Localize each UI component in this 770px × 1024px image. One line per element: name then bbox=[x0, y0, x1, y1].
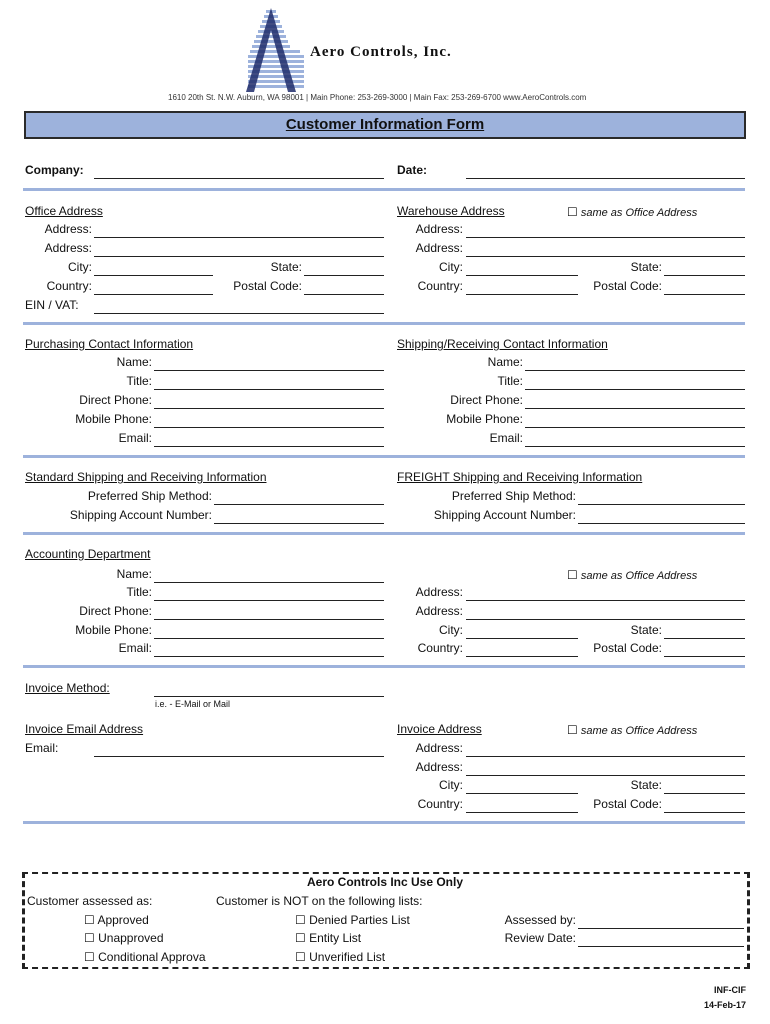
invoice-state-label: State: bbox=[630, 778, 662, 792]
company-name: Aero Controls, Inc. bbox=[310, 44, 452, 60]
office-address2-field[interactable] bbox=[94, 256, 384, 257]
warehouse-same-as-label: same as Office Address bbox=[580, 207, 698, 219]
invoice-email-heading: Invoice Email Address bbox=[25, 722, 144, 736]
not-on-lists-label: Customer is NOT on the following lists: bbox=[216, 894, 423, 908]
unapproved-label: Unapproved bbox=[98, 931, 164, 945]
accounting-same-as-checkbox[interactable] bbox=[567, 568, 697, 582]
invoice-postal-label: Postal Code: bbox=[593, 797, 662, 811]
section-divider bbox=[23, 821, 745, 824]
office-address-heading: Office Address bbox=[25, 204, 103, 218]
accounting-email-label: Email: bbox=[118, 641, 152, 655]
invoice-method-hint: i.e. - E-Mail or Mail bbox=[155, 699, 231, 709]
warehouse-address1-label: Address: bbox=[415, 222, 463, 236]
office-postal-label: Postal Code: bbox=[233, 279, 302, 293]
warehouse-address2-label: Address: bbox=[415, 241, 463, 255]
freight-shipping-heading: FREIGHT Shipping and Receiving Information bbox=[397, 470, 643, 484]
accounting-name-label: Name: bbox=[116, 567, 152, 581]
company-logo bbox=[246, 8, 306, 92]
invoice-state-field[interactable] bbox=[664, 793, 745, 794]
purchasing-mobile-field[interactable] bbox=[154, 427, 384, 428]
purchasing-title-label: Title: bbox=[126, 374, 152, 388]
shipping-mobile-label: Mobile Phone: bbox=[446, 412, 523, 426]
purchasing-email-label: Email: bbox=[118, 431, 152, 445]
review-date-field[interactable] bbox=[578, 946, 744, 947]
shipping-mobile-field[interactable] bbox=[525, 427, 745, 428]
checkbox-icon: ☐ bbox=[567, 723, 578, 737]
assessed-by-field[interactable] bbox=[578, 928, 744, 929]
unapproved-checkbox[interactable] bbox=[84, 931, 164, 945]
accounting-mobile-field[interactable] bbox=[154, 638, 384, 639]
accounting-address2-label: Address: bbox=[415, 604, 463, 618]
standard-ship-account-label: Shipping Account Number: bbox=[69, 508, 212, 522]
accounting-title-label: Title: bbox=[126, 585, 152, 599]
denied-parties-checkbox[interactable] bbox=[295, 913, 410, 927]
invoice-postal-field[interactable] bbox=[664, 812, 745, 813]
approved-checkbox[interactable] bbox=[84, 913, 149, 927]
accounting-address1-label: Address: bbox=[415, 585, 463, 599]
standard-shipping-heading: Standard Shipping and Receiving Information bbox=[25, 470, 267, 484]
entity-list-label: Entity List bbox=[309, 931, 362, 945]
purchasing-direct-field[interactable] bbox=[154, 408, 384, 409]
accounting-email-field[interactable] bbox=[154, 656, 384, 657]
unverified-list-label: Unverified List bbox=[309, 950, 386, 964]
accounting-city-field[interactable] bbox=[466, 638, 578, 639]
freight-ship-account-label: Shipping Account Number: bbox=[433, 508, 576, 522]
invoice-email-field[interactable] bbox=[94, 756, 384, 757]
invoice-city-field[interactable] bbox=[466, 793, 578, 794]
invoice-address2-field[interactable] bbox=[466, 775, 745, 776]
warehouse-postal-label: Postal Code: bbox=[593, 279, 662, 293]
checkbox-icon: ☐ bbox=[84, 931, 95, 945]
warehouse-country-field[interactable] bbox=[466, 294, 578, 295]
company-contact-line: 1610 20th St. N.W. Auburn, WA 98001 | Main Phone: 253-269-3000 | Main Fax: 253-269-6700 www.AeroControls.com bbox=[168, 93, 587, 102]
accounting-same-as-label: same as Office Address bbox=[580, 570, 698, 582]
accounting-state-field[interactable] bbox=[664, 638, 745, 639]
shipping-name-field[interactable] bbox=[525, 370, 745, 371]
purchasing-name-label: Name: bbox=[116, 355, 152, 369]
office-postal-field[interactable] bbox=[304, 294, 384, 295]
accounting-country-field[interactable] bbox=[466, 656, 578, 657]
conditional-approval-label: Conditional Approva bbox=[98, 950, 206, 964]
standard-ship-method-label: Preferred Ship Method: bbox=[87, 489, 212, 503]
warehouse-address1-field[interactable] bbox=[466, 237, 745, 238]
invoice-country-field[interactable] bbox=[466, 812, 578, 813]
office-state-field[interactable] bbox=[304, 275, 384, 276]
denied-parties-label: Denied Parties List bbox=[309, 913, 410, 927]
warehouse-state-label: State: bbox=[630, 260, 662, 274]
accounting-address1-field[interactable] bbox=[466, 600, 745, 601]
checkbox-icon: ☐ bbox=[567, 205, 578, 219]
checkbox-icon: ☐ bbox=[84, 913, 95, 927]
standard-ship-method-field[interactable] bbox=[214, 504, 384, 505]
accounting-name-field[interactable] bbox=[154, 582, 384, 583]
section-divider bbox=[23, 322, 745, 325]
accounting-address2-field[interactable] bbox=[466, 619, 745, 620]
checkbox-icon: ☐ bbox=[295, 913, 306, 927]
section-divider bbox=[23, 188, 745, 191]
warehouse-address2-field[interactable] bbox=[466, 256, 745, 257]
conditional-approval-checkbox[interactable] bbox=[84, 950, 206, 964]
shipping-email-label: Email: bbox=[489, 431, 523, 445]
invoice-address1-field[interactable] bbox=[466, 756, 745, 757]
date-field[interactable] bbox=[466, 178, 745, 179]
accounting-city-label: City: bbox=[439, 623, 463, 637]
accounting-title-field[interactable] bbox=[154, 600, 384, 601]
purchasing-email-field[interactable] bbox=[154, 446, 384, 447]
purchasing-direct-label: Direct Phone: bbox=[79, 393, 152, 407]
checkbox-icon: ☐ bbox=[295, 950, 306, 964]
checkbox-icon: ☐ bbox=[295, 931, 306, 945]
invoice-same-as-checkbox[interactable] bbox=[567, 723, 697, 737]
accounting-state-label: State: bbox=[630, 623, 662, 637]
form-title: Customer Information Form bbox=[285, 116, 485, 133]
standard-ship-account-field[interactable] bbox=[214, 523, 384, 524]
form-title-bar bbox=[24, 111, 746, 139]
form-revision-date: 14-Feb-17 bbox=[703, 1000, 746, 1010]
invoice-address2-label: Address: bbox=[415, 760, 463, 774]
assessed-by-label: Assessed by: bbox=[504, 913, 576, 927]
office-city-label: City: bbox=[68, 260, 92, 274]
invoice-method-heading: Invoice Method: bbox=[25, 681, 110, 695]
checkbox-icon: ☐ bbox=[567, 568, 578, 582]
ein-vat-field[interactable] bbox=[94, 313, 384, 314]
warehouse-same-as-checkbox[interactable] bbox=[567, 205, 697, 219]
accounting-postal-field[interactable] bbox=[664, 656, 745, 657]
shipping-title-label: Title: bbox=[497, 374, 523, 388]
shipping-title-field[interactable] bbox=[525, 389, 745, 390]
invoice-address1-label: Address: bbox=[415, 741, 463, 755]
accounting-heading: Accounting Department bbox=[25, 547, 151, 561]
office-use-title: Aero Controls Inc Use Only bbox=[306, 875, 464, 889]
ein-vat-label: EIN / VAT: bbox=[25, 298, 79, 312]
entity-list-checkbox[interactable] bbox=[295, 931, 361, 945]
unverified-list-checkbox[interactable] bbox=[295, 950, 385, 964]
warehouse-country-label: Country: bbox=[417, 279, 463, 293]
purchasing-name-field[interactable] bbox=[154, 370, 384, 371]
freight-ship-account-field[interactable] bbox=[578, 523, 745, 524]
shipping-name-label: Name: bbox=[487, 355, 523, 369]
company-label: Company: bbox=[25, 163, 84, 177]
invoice-city-label: City: bbox=[439, 778, 463, 792]
freight-ship-method-field[interactable] bbox=[578, 504, 745, 505]
accounting-direct-label: Direct Phone: bbox=[79, 604, 152, 618]
section-divider bbox=[23, 455, 745, 458]
office-address1-field[interactable] bbox=[94, 237, 384, 238]
office-address2-label: Address: bbox=[44, 241, 92, 255]
office-country-field[interactable] bbox=[94, 294, 213, 295]
section-divider bbox=[23, 532, 745, 535]
approved-label: Approved bbox=[97, 913, 149, 927]
warehouse-address-heading: Warehouse Address bbox=[397, 204, 505, 218]
shipping-direct-field[interactable] bbox=[525, 408, 745, 409]
invoice-same-as-label: same as Office Address bbox=[580, 725, 698, 737]
office-address1-label: Address: bbox=[44, 222, 92, 236]
warehouse-city-label: City: bbox=[439, 260, 463, 274]
warehouse-city-field[interactable] bbox=[466, 275, 578, 276]
accounting-country-label: Country: bbox=[417, 641, 463, 655]
purchasing-contact-heading: Purchasing Contact Information bbox=[25, 337, 194, 351]
accounting-mobile-label: Mobile Phone: bbox=[75, 623, 152, 637]
shipping-email-field[interactable] bbox=[525, 446, 745, 447]
accounting-direct-field[interactable] bbox=[154, 619, 384, 620]
office-city-field[interactable] bbox=[94, 275, 213, 276]
invoice-country-label: Country: bbox=[417, 797, 463, 811]
freight-ship-method-label: Preferred Ship Method: bbox=[451, 489, 576, 503]
assessed-as-label: Customer assessed as: bbox=[27, 894, 153, 908]
checkbox-icon: ☐ bbox=[84, 950, 95, 964]
warehouse-postal-field[interactable] bbox=[664, 294, 745, 295]
invoice-email-label: Email: bbox=[25, 741, 59, 755]
purchasing-mobile-label: Mobile Phone: bbox=[75, 412, 152, 426]
shipping-contact-heading: Shipping/Receiving Contact Information bbox=[397, 337, 608, 351]
company-field[interactable] bbox=[94, 178, 384, 179]
purchasing-title-field[interactable] bbox=[154, 389, 384, 390]
invoice-address-heading: Invoice Address bbox=[397, 722, 482, 736]
shipping-direct-label: Direct Phone: bbox=[450, 393, 523, 407]
warehouse-state-field[interactable] bbox=[664, 275, 745, 276]
office-state-label: State: bbox=[270, 260, 302, 274]
section-divider bbox=[23, 665, 745, 668]
invoice-method-field[interactable] bbox=[154, 696, 384, 697]
form-code: INF-CIF bbox=[714, 985, 746, 995]
date-label: Date: bbox=[397, 163, 428, 177]
review-date-label: Review Date: bbox=[504, 931, 576, 945]
accounting-postal-label: Postal Code: bbox=[593, 641, 662, 655]
office-country-label: Country: bbox=[46, 279, 92, 293]
